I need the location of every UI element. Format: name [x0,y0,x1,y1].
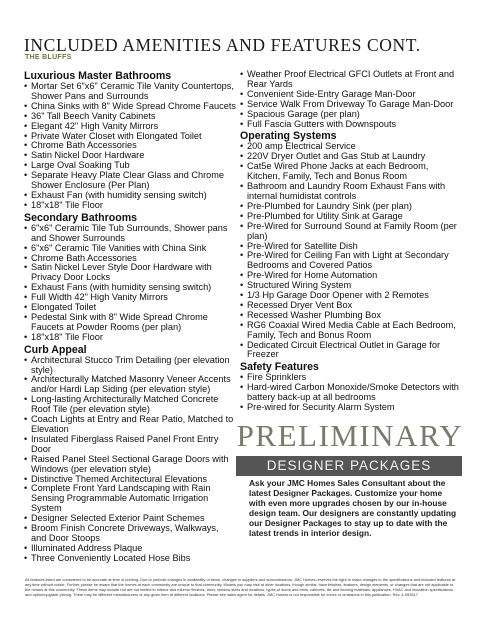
feature-item: • Private Water Closet with Elongated Toilet [24,132,236,142]
feature-item: • Pre-Plumbed for Laundry Sink (per plan) [240,202,462,212]
feature-item: • RG6 Coaxial Wired Media Cable at Each Bedroom, Family, Tech and Bonus Room [240,321,462,341]
feature-item: • Architecturally Matched Masonry Veneer Accents and/or Hardi Lap Siding (per elevation style) [24,375,236,395]
section-heading: Luxurious Master Bathrooms [24,70,172,82]
feature-item: • 36" Tall Beech Vanity Cabinets [24,112,236,122]
feature-list [240,373,462,413]
feature-item: • 200 amp Electrical Service [240,142,462,152]
feature-item: • Distinctive Themed Architectural Elevations [24,475,236,485]
designer-packages-text: Ask your JMC Homes Sales Consultant about the latest Designer Packages. Customize your home with even more upgrades chosen by our in-house design team. Our designers are constantly updating our Designer Packages to stay up to date with the latest trends in interior design. [249,478,457,539]
feature-list [24,82,236,211]
feature-item: • Elongated Toilet [24,303,236,313]
feature-item: • Three Conveniently Located Hose Bibs [24,554,236,564]
feature-item: • Coach Lights at Entry and Rear Patio, Matched to Elevation [24,415,236,435]
feature-item: • Spacious Garage (per plan) [240,110,462,120]
feature-item: • Long-lasting Architecturally Matched Concrete Roof Tile (per elevation style) [24,395,236,415]
feature-item: • Full Width 42" High Vanity Mirrors [24,293,236,303]
feature-item: • Cat5e Wired Phone Jacks at each Bedroom, Kitchen, Family, Tech and Bonus Room [240,162,462,182]
disclaimer-text: All features listed are considered to be accurate at time of printing. Due to periodic changes in availability of items, changes in suppliers and subcontractors, JMC Homes reserves the right to make changes to the specifications and included features at any time without notice. Further, please be aware that the homes at each community are unique to that community. Models you may visit at other locations, though similar, have finishes, features, design elements, or changes that are not applicable to the homes at this community. These items may include but are not limited to interior and exterior finishes, trims, window sizes and locations, types of doors and trims, cabinets, tile and flooring materials, appliances, HVAC and insulation specifications, and option/upgrade pricing. There may be different manufacturers of any given item at different locations. Please see sales agent for details. JMC Homes is not responsible for errors or omissions in this publication. Rev. 4-052517 [25,577,456,597]
feature-item: • Raised Panel Steel Sectional Garage Doors with Windows (per elevation style) [24,455,236,475]
feature-item: • Designer Selected Exterior Paint Schemes [24,514,236,524]
feature-item: • 18"x18" Tile Floor [24,201,236,211]
feature-item: • Pre-Wired for Home Automation [240,271,462,281]
feature-item: • Satin Nickel Door Hardware [24,151,236,161]
feature-item: • Architectural Stucco Trim Detailing (per elevation style) [24,356,236,376]
preliminary-banner: PRELIMINARY [236,418,464,453]
feature-item: • Elegant 42" High Vanity Mirrors [24,122,236,132]
feature-item: • Fire Sprinklers [240,373,462,383]
right-column [240,70,462,414]
feature-item: • Broom Finish Concrete Driveways, Walkways, and Door Stoops [24,524,236,544]
feature-item: • Satin Nickel Lever Style Door Hardware with Privacy Door Locks [24,263,236,283]
feature-item: • Pre-Wired for Satellite Dish [240,242,462,252]
feature-list [24,356,236,564]
feature-list [24,224,236,343]
section-heading: Curb Appeal [24,343,87,356]
feature-item: • 18"x18" Tile Floor [24,333,236,343]
feature-item: • Pedestal Sink with 8" Wide Spread Chrome Faucets at Powder Rooms (per plan) [24,313,236,333]
left-column [24,70,236,565]
feature-item: • Exhaust Fan (with humidity sensing switch) [24,191,236,201]
feature-item: • Bathroom and Laundry Room Exhaust Fans with internal humidistat controls [240,182,462,202]
feature-item: • Chrome Bath Accessories [24,141,236,151]
page-title: INCLUDED AMENITIES AND FEATURES CONT. [24,35,421,55]
feature-item: • Structured Wiring System [240,281,462,291]
section-heading: Operating Systems [240,130,337,143]
community-name: THE BLUFFS [25,54,72,61]
feature-item: • Recessed Washer Plumbing Box [240,311,462,321]
feature-item: • China Sinks with 8" Wide Spread Chrome Faucets [24,102,236,112]
feature-item: • 1/3 Hp Garage Door Opener with 2 Remotes [240,291,462,301]
designer-packages-bar: DESIGNER PACKAGES [236,456,462,476]
section-heading: Safety Features [240,361,319,374]
feature-item: • 6"x6" Ceramic Tile Tub Surrounds, Shower pans and Shower Surrounds [24,224,236,244]
feature-item: • Convenient Side-Entry Garage Man-Door [240,90,462,100]
feature-item: • Pre-Plumbed for Utility Sink at Garage [240,212,462,222]
feature-list [240,70,462,129]
feature-list [240,142,462,360]
feature-item: • Recessed Dryer Vent Box [240,301,462,311]
feature-item: • Large Oval Soaking Tub [24,161,236,171]
feature-item: • Full Fascia Gutters with Downspouts [240,120,462,130]
feature-item: • Illuminated Address Plaque [24,544,236,554]
feature-item: • 220V Dryer Outlet and Gas Stub at Laundry [240,152,462,162]
feature-item: • Exhaust Fans (with humidity sensing switch) [24,283,236,293]
feature-item: • Service Walk From Driveway To Garage Man-Door [240,100,462,110]
feature-item: • Weather Proof Electrical GFCI Outlets at Front and Rear Yards [240,70,462,90]
feature-item: • 6"x6" Ceramic Tile Vanities with China Sink [24,244,236,254]
feature-item: • Chrome Bath Accessories [24,254,236,264]
feature-item: • Complete Front Yard Landscaping with Rain Sensing Programmable Automatic Irrigation System [24,484,236,514]
section-heading: Secondary Bathrooms [24,211,138,224]
feature-item: • Hard-wired Carbon Monoxide/Smoke Detectors with battery back-up at all bedrooms [240,383,462,403]
feature-item: • Pre-wired for Security Alarm System [240,403,462,413]
feature-item: • Separate Heavy Plate Clear Glass and Chrome Shower Enclosure (Per Plan) [24,171,236,191]
feature-item: • Dedicated Circuit Electrical Outlet in Garage for Freezer [240,341,462,361]
feature-item: • Insulated Fiberglass Raised Panel Front Entry Door [24,435,236,455]
feature-item: • Pre-Wired for Ceiling Fan with Light at Secondary Bedrooms and Covered Patios [240,251,462,271]
feature-item: • Mortar Set 6"x6" Ceramic Tile Vanity Countertops, Shower Pans and Surrounds [24,82,236,102]
feature-item: • Pre-Wired for Surround Sound at Family Room (per plan) [240,222,462,242]
